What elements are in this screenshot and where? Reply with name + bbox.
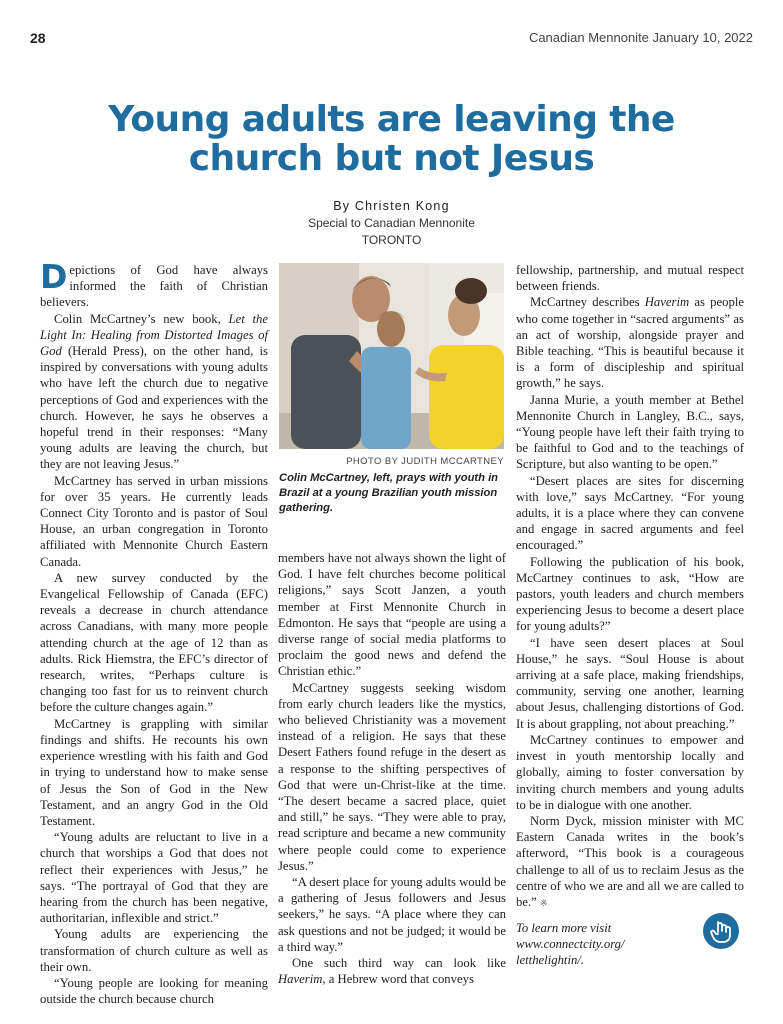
paragraph: Following the publication of his book, McCartney continues to ask, “How are pastors, youth leaders and church members experiencing Jesus to become a desert place for young adults?” (516, 554, 744, 634)
paragraph: A new survey conducted by the Evangelical Fellowship of Canada (EFC) reveals a decrease in church attendance across Canadians, with many more people attending church at the age of 12 than as adults. Rick Hiemstra, the EFC’s director of research, writes, “Perhaps culture is changing too fast for us to reinvent church before the culture changes again.” (40, 570, 268, 715)
publication-date: Canadian Mennonite January 10, 2022 (528, 30, 753, 45)
byline-place: TORONTO (361, 233, 422, 247)
pointing-hand-glyph (703, 913, 739, 949)
paragraph: McCartney describes Haverim as people who come together in “sacred arguments” as an act of worship, alongside prayer and Bible teaching. “This is beautiful because it is a form of discipleship and spiritual growth,” he says. (516, 295, 744, 391)
term-haverim: Haverim (278, 972, 323, 987)
paragraph: “Young people are looking for meaning outside the church because church (40, 975, 268, 1007)
paragraph: Depictions of God have always informed the faith of Christian believers. (40, 257, 268, 310)
learn-more-link-end: letthelightin/. (516, 953, 585, 968)
paragraph: members have not always shown the light of God. I have felt churches become political religions,” says Scott Janzen, a youth member at First Mennonite Church in Edmonton. He says that “people are using a diverse range of social media platforms to proclaim the good news and defend the Christian ethic.” (278, 551, 506, 679)
people-praying-photo (279, 263, 504, 449)
learn-more-text: To learn more visit (516, 921, 612, 935)
headline: Young adults are leaving the church but not Jesus (108, 99, 675, 179)
paragraph: “Desert places are sites for discerning with love,” says McCartney. “For young adults, it is a place where they can convene and engage in sacred arguments and feel encouraged.” (516, 473, 744, 553)
page-header (30, 30, 753, 50)
article-column-3 (516, 262, 744, 911)
paragraph: “A desert place for young adults would be a gathering of Jesus followers and Jesus seekers,” he says. “A place where they can ask questions and not be judged; it would be a third way.” (278, 875, 506, 954)
paragraph: Norm Dyck, mission minister with MC Eastern Canada writes in the book’s afterword, “This book is a courageous challenge to all of us to reclaim Jesus as the centre of who we are and all we are called to be.” ※ (516, 813, 744, 909)
article-column-2 (278, 550, 506, 987)
paragraph: McCartney is grappling with similar findings and shifts. He recounts his own experience wrestling with his faith and God in trying to understand how to make sense of Jesus the Son of God in the New Testament, and an angry God in the Old Testament. (40, 716, 268, 828)
photo-credit: PHOTO BY JUDITH MCCARTNEY (346, 456, 504, 467)
article-column-1 (40, 257, 269, 1007)
paragraph: Young adults are experiencing the transformation of church culture as well as their own. (40, 927, 268, 974)
paragraph: “I have seen desert places at Soul House,” he says. “Soul House is about arriving at a safe place, making friendships, community, serving one another, learning about Jesus, challenging distortions of God. It is about grappling, not about preaching.” (516, 635, 744, 731)
book-title: Let the Light In: Healing from Distorted Images of God (40, 311, 269, 359)
article-photo (279, 263, 504, 449)
paragraph: fellowship, partnership, and mutual respect between friends. (516, 263, 744, 294)
paragraph: One such third way can look like Haverim, a Hebrew word that conveys (278, 956, 506, 987)
byline-role: Special to Canadian Mennonite (308, 216, 475, 230)
end-mark: ※ (539, 897, 548, 908)
learn-more (516, 920, 701, 969)
paragraph: Janna Murie, a youth member at Bethel Mennonite Church in Langley, B.C., says, “Young people have left their faith trying to be faithful to God and to the teachings of Scripture, but also wanting to be open.” (516, 392, 744, 472)
pointing-hand-icon (703, 913, 739, 949)
paragraph: McCartney continues to empower and invest in youth mentorship locally and globally, aiming to foster conversation by inviting church members and young adults to be in dialogue with one another. (516, 732, 744, 812)
paragraph: Colin McCartney’s new book, Let the Light In: Healing from Distorted Images of God (Herald Press), on the other hand, is inspired by conversations with young adults who have left the church due to negative perceptions of God and experiences with the church. However, he says he observes a hopeful trend in their responses: “Many young adults are leaving the church, but they are not leaving Jesus.” (40, 311, 269, 472)
paragraph: “Young adults are reluctant to live in a church that worships a God that does not reflect their experiences with Jesus,” he says. “The portrayal of God that they are hearing from the church has been negative, authoritarian, inflexible and strict.” (40, 830, 268, 926)
byline (0, 198, 783, 249)
term-haverim: Haverim (644, 295, 690, 310)
paragraph: McCartney suggests seeking wisdom from early church leaders like the mystics, who believed Christianity was a movement instead of a religion. He says that these Desert Fathers found refuge in the desert as a response to the shifting perspectives of God that were un-Christ-like at the time. “The desert became a sacred place, quiet and still,” he says. “They were able to pray, read scripture and became a new community where people could come to experience Jesus.” (278, 680, 506, 873)
photo-caption: Colin McCartney, left, prays with youth in Brazil at a young Brazilian youth mission gathering. (279, 472, 499, 514)
paragraph: McCartney has served in urban missions for over 35 years. He currently leads Connect City Toronto and is pastor of Soul House, an urban congregation in Toronto affiliated with Mennonite Church Eastern Canada. (40, 473, 268, 569)
learn-more-link: www.connectcity.org/ (516, 937, 625, 952)
byline-author: By Christen Kong (333, 199, 450, 213)
drop-cap: D (40, 257, 68, 296)
page-number: 28 (30, 30, 46, 46)
